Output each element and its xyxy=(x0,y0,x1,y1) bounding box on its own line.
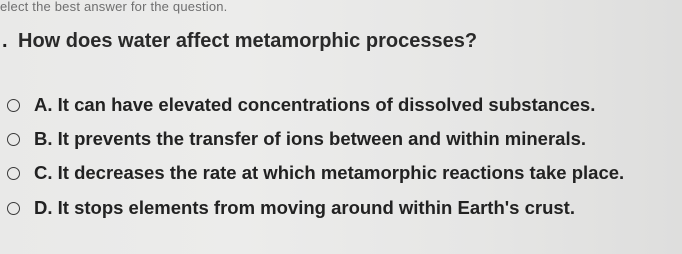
radio-button-icon[interactable] xyxy=(7,133,20,146)
answer-option-a[interactable] xyxy=(0,90,595,120)
question-text: How does water affect metamorphic processes? xyxy=(18,30,478,52)
radio-button-icon[interactable] xyxy=(7,167,20,180)
answer-option-b[interactable] xyxy=(0,124,586,154)
answer-option-label: B. It prevents the transfer of ions between and within minerals. xyxy=(34,128,587,149)
answer-option-label: A. It can have elevated concentrations of dissolved substances. xyxy=(34,94,596,115)
instruction-text: elect the best answer for the question. xyxy=(0,0,228,14)
answer-option-c[interactable] xyxy=(0,158,624,188)
answer-option-label: C. It decreases the rate at which metamorphic reactions take place. xyxy=(34,162,625,183)
question xyxy=(2,30,477,53)
answer-option-d[interactable] xyxy=(0,193,575,223)
radio-button-icon[interactable] xyxy=(7,202,20,215)
answer-option-label: D. It stops elements from moving around within Earth's crust. xyxy=(34,197,575,218)
question-marker: . xyxy=(2,30,8,52)
radio-button-icon[interactable] xyxy=(7,99,20,112)
